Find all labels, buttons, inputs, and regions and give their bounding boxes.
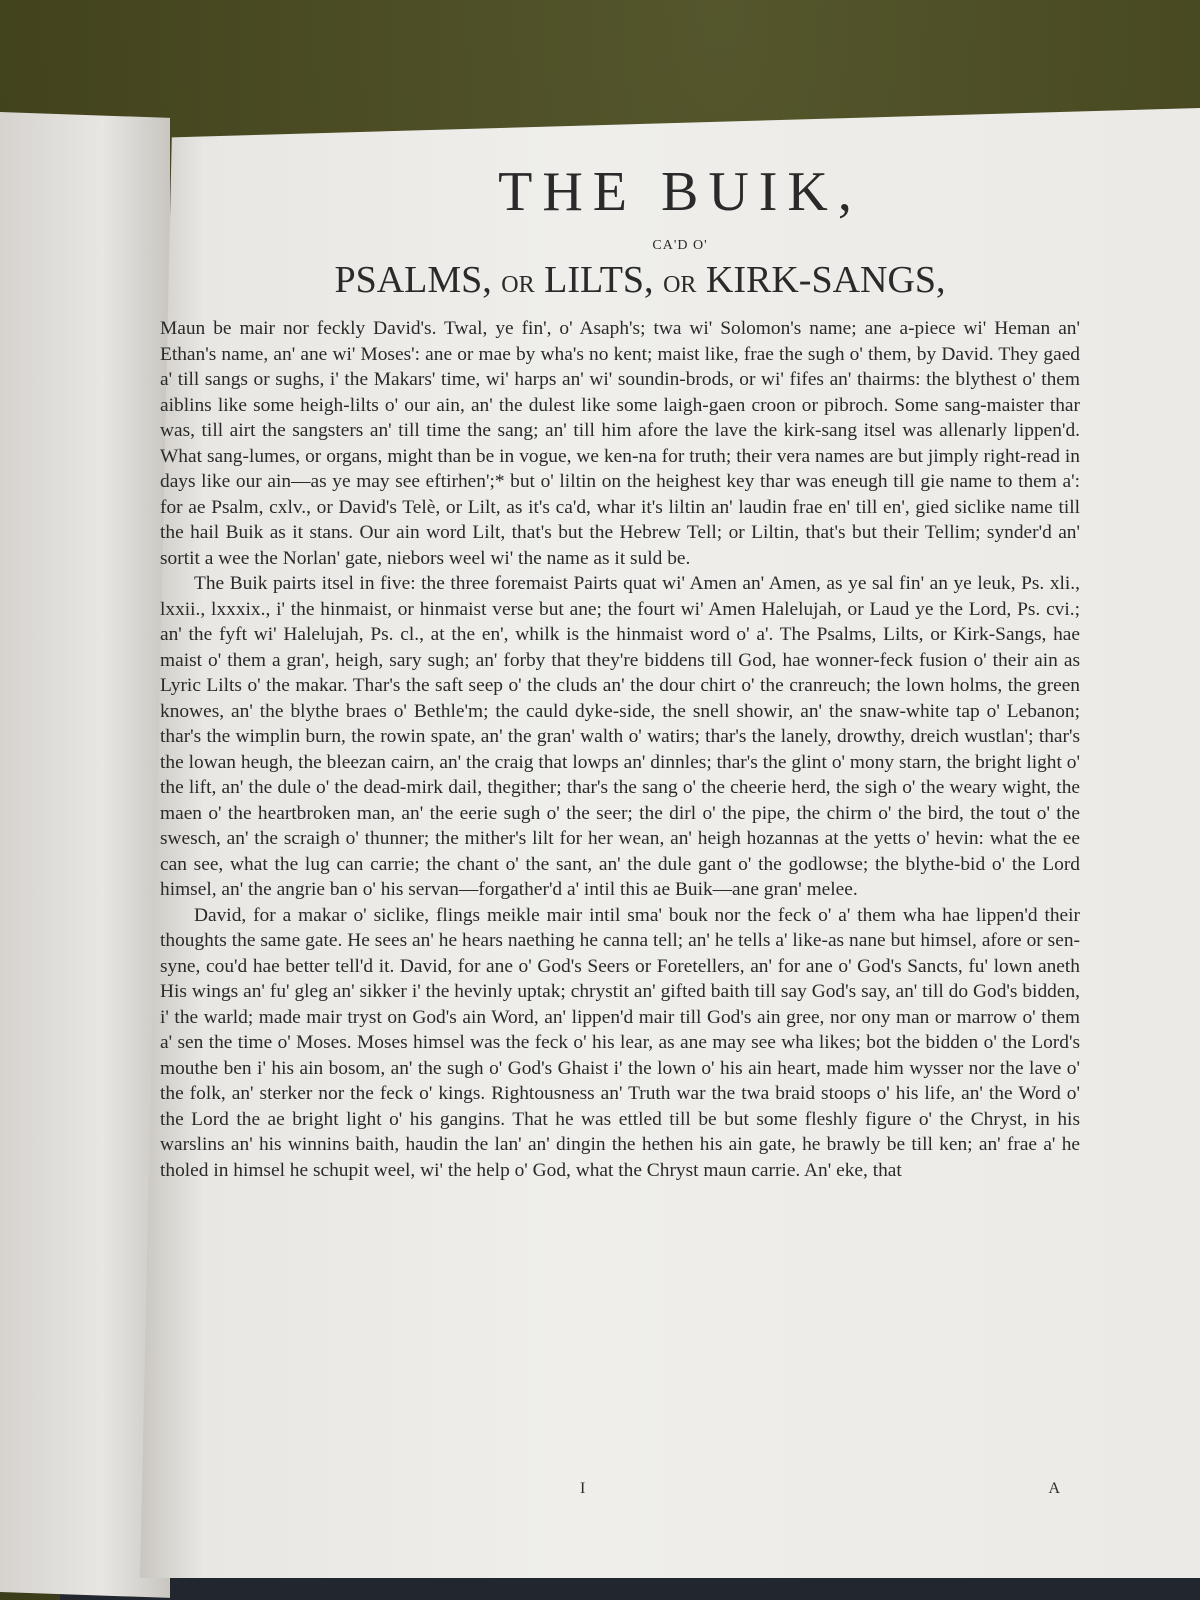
body-paragraph: Maun be mair nor feckly David's. Twal, ye fin', o' Asaph's; twa wi' Solomon's name; ane a-piece wi' Heman an' Ethan's name, an' ane wi' Moses': ane or mae by wha's no kent; maist like, frae the sugh o' them, by David. They gaed a' till sangs or sughs, i' the Makars' time, wi' harps an' wi' soundin-brods, or wi' fifes an' thairms: the blythest o' them aiblins like some heigh-lilts o' our ain, an' the dulest like some laigh-gaen croon or pibroch. Some sang-maister thar was, till airt the sangsters an' till time the sang; an' till him afore the lave the kirk-sang itsel was allenarly lippen'd. What sang-lumes, or organs, might than be in vogue, we ken-na for truth; their vera names are but jimply right-read in days like our ain—as ye may see eftirhen';* but o' liltin on the heighest key thar was eneugh till gie name to them a': for ae Psalm, cxlv., or David's Telè, or Lilt, as it's ca'd, whar it's liltin an' laudin frae en' till en', gied siclike name till the hail Buik as it stans. Our ain word Lilt, that's but the Hebrew Tell; or Liltin, that's but their Tellim; synder'd an' sortit a wee the Norlan' gate, niebors weel wi' the name as it suld be.: [160, 318, 1080, 569]
section-heading: [160, 258, 1080, 302]
signature-mark: A: [1048, 1480, 1060, 1497]
page-title: THE BUIK,: [498, 161, 862, 223]
body-paragraph: The Buik pairts itsel in five: the three foremaist Pairts quat wi' Amen an' Amen, as ye sal fin' an ye leuk, Ps. xli., lxxii., lxxxix., i' the hinmaist, or hinmaist verse but ane; the fourt wi' Amen Halelujah, or Laud ye the Lord, Ps. cvi.; an' the fyft wi' Halelujah, Ps. cl., at the en', whilk is the hinmaist word o' a'. The Psalms, Lilts, or Kirk-Sangs, hae maist o' them a gran', heigh, sary sugh; an' forby that they're biddens till God, hae wonner-feck fusion o' their ain as Lyric Lilts o' the makar. Thar's the saft seep o' the cluds an' the dour chirt o' the cranreuch; the lown holms, the green knowes, an' the blythe braes o' Bethle'm; the cauld dyke-side, the snell showir, an' the snaw-white tap o' Lebanon; thar's the wimplin burn, the rowin spate, an' the gran' walth o' watirs; thar's the lanely, drowthy, dreich wustlan'; thar's the lowan heugh, the bleezan cairn, an' the craig that lowps an' dinnles; thar's the glint o' mony starn, the bright light o' the lift, an' the dule o' the dead-mirk dail, thegither; thar's the sang o' the cheerie herd, the sigh o' the weary wight, the maen o' the heartbroken man, an' the eerie sugh o' the seer; the dirl o' the pipe, the chirm o' the bird, the tout o' the swesch, an' the scraigh o' thunner; the mither's lilt for her wean, an' heigh hozannas at the yetts o' hevin: what the ee can see, what the lug can carrie; the chant o' the sant, an' the dule gant o' the godlowse; the blythe-bid o' the Lord himsel, an' the angrie ban o' his servan—forgather'd a' intil this ae Buik—ane gran' melee.: [160, 573, 1080, 900]
heading-kirk-sangs: KIRK-SANGS,: [696, 259, 946, 301]
heading-lilts: LILTS,: [534, 259, 664, 301]
page-content: [160, 160, 1080, 1183]
heading-psalms: PSALMS,: [334, 259, 502, 301]
heading-or-2: OR: [663, 272, 697, 298]
body-paragraph: David, for a makar o' siclike, flings meikle mair intil sma' bouk nor the feck o' a' them wha hae lippen'd their thoughts the same gate. He sees an' he hears naething he canna tell; an' he tells a' like-as nane but himsel, afore or sen-syne, cou'd hae better tell'd it. David, for ane o' God's Seers or Foretellers, an' for ane o' God's Sancts, fu' lown aneth His wings an' fu' gleg an' sikker i' the hevinly uptak; chrystit an' gifted baith till say God's say, an' till do God's bidden, i' the warld; made mair tryst on God's ain Word, an' lippen'd mair till God's ain gree, nor ony man or marrow o' them a' sen the time o' Moses. Moses himsel was the feck o' his lear, as ane may see wha likes; bot the bidden o' the Lord's mouthe ben i' his ain bosom, an' the sugh o' God's Ghaist i' the lown o' his ain heart, made him wysser nor the lave o' the folk, an' sterker nor the feck o' kings. Rightousness an' Truth war the twa braid stoops o' his life, an' the Word o' the Lord the ae bright light o' his gangins. That he was ettled till be but some fleshly figure o' the Chryst, in his warslins an' his winnins baith, haudin the lan' an' dingin the hethen his ain gate, he brawly be till ken; an' frae a' he tholed in himsel he schupit weel, wi' the help o' God, what the Chryst maun carrie. An' eke, that: [160, 904, 1080, 1181]
heading-or-1: OR: [501, 272, 535, 298]
page-subtitle: CA'D O': [652, 238, 708, 253]
page-number: I: [580, 1480, 586, 1497]
